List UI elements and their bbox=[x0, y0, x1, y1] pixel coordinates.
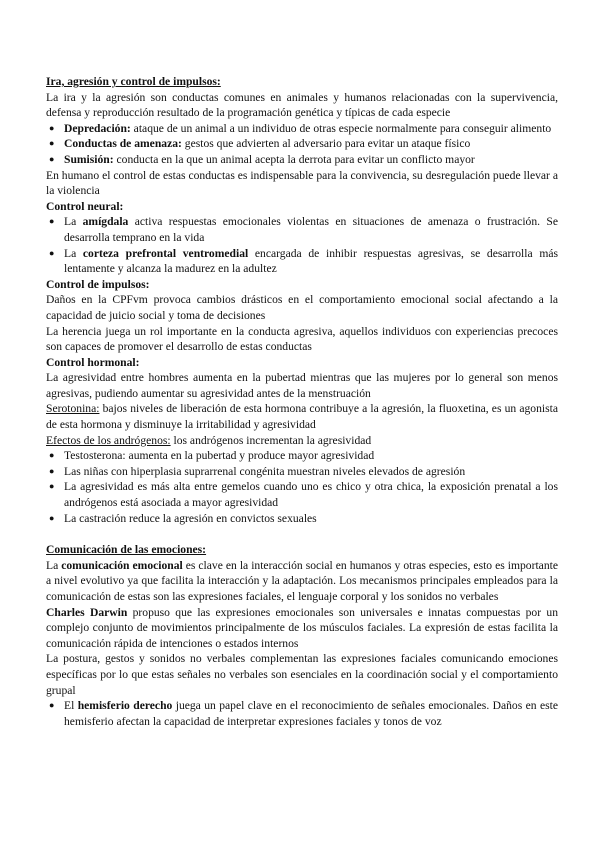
item-prefix: La bbox=[64, 246, 83, 260]
document-content bbox=[46, 74, 558, 729]
bullet-icon: ● bbox=[49, 138, 55, 149]
term: hemisferio derecho bbox=[77, 699, 173, 713]
section-title-comunicacion: Comunicación de las emociones: bbox=[46, 543, 207, 557]
item-text: ataque de un animal a un individuo de otras especie normalmente para conseguir alimento bbox=[130, 121, 552, 135]
list-item bbox=[46, 698, 558, 729]
bullet-icon: ● bbox=[49, 216, 55, 227]
androgenos-text: los andrógenos incrementan la agresividad bbox=[170, 433, 372, 447]
list-item bbox=[46, 152, 558, 168]
paragraph-control: En humano el control de estas conductas es indispensable para la convivencia, su desregulación puede llevar a la violencia bbox=[46, 168, 558, 198]
item-text: Testosterona: aumenta en la pubertad y produce mayor agresividad bbox=[64, 449, 375, 463]
list-androgenos bbox=[46, 448, 558, 526]
paragraph-text: es clave en la interacción social en humanos y otras especies, esto es importante a nivel evolutivo ya que facilita la interacción y la adaptación. Los mecanismos principales empleados para la comunicación de estas son las expresiones faciales, el lenguaje corporal y los sonidos no verbales bbox=[46, 558, 558, 603]
item-text: La castración reduce la agresión en convictos sexuales bbox=[64, 511, 317, 525]
bullet-icon: ● bbox=[49, 122, 55, 133]
bullet-icon: ● bbox=[49, 512, 55, 523]
paragraph-androgenos bbox=[46, 433, 558, 449]
item-prefix: La bbox=[64, 215, 83, 229]
paragraph-serotonina bbox=[46, 401, 558, 432]
section-title-ira: Ira, agresión y control de impulsos: bbox=[46, 75, 221, 88]
serotonina-label: Serotonina: bbox=[46, 402, 100, 416]
list-item bbox=[46, 464, 558, 480]
paragraph-hormonal: La agresividad entre hombres aumenta en la pubertad mientras que las mujeres por lo general son menos agresivas, pudiendo aumentar su agresividad antes de la menstruación bbox=[46, 371, 558, 400]
paragraph-cpfvm: Daños en la CPFvm provoca cambios drásticos en el comportamiento emocional social afectando a la capacidad de juicio social y toma de decisiones bbox=[46, 293, 558, 322]
item-text: juega un papel clave en el reconocimiento de señales emocionales. Daños en este hemisferio afectan la capacidad de interpretar expresiones faciales y tonos de voz bbox=[64, 699, 558, 728]
list-item bbox=[46, 136, 558, 152]
list-item bbox=[46, 121, 558, 137]
paragraph-herencia: La herencia juega un rol importante en la conducta agresiva, aquellos individuos con experiencias precoces son capaces de promover el desarrollo de estas conductas bbox=[46, 324, 558, 354]
subtitle-control-hormonal: Control hormonal: bbox=[46, 355, 140, 369]
item-text: gestos que advierten al adversario para evitar un ataque físico bbox=[181, 137, 471, 151]
subtitle-control-neural: Control neural: bbox=[46, 199, 124, 213]
list-item bbox=[46, 214, 558, 245]
list-item bbox=[46, 448, 558, 464]
item-text: conducta en la que un animal acepta la derrota para evitar un conflicto mayor bbox=[113, 152, 475, 166]
section-gap bbox=[46, 526, 558, 542]
list-item bbox=[46, 246, 558, 277]
paragraph-intro: La ira y la agresión son conductas comunes en animales y humanos relacionadas con la supervivencia, defensa y reproducción resultado de la programación genética y típicas de cada especie bbox=[46, 90, 558, 120]
bullet-icon: ● bbox=[49, 247, 55, 258]
term: Conductas de amenaza: bbox=[64, 137, 182, 151]
list-item bbox=[46, 479, 558, 510]
item-text: La agresividad es más alta entre gemelos cuando uno es chico y otra chica, la exposición prenatal a los andrógenos está asociada a mayor agresividad bbox=[64, 480, 558, 510]
list-behaviors bbox=[46, 121, 558, 168]
bullet-icon: ● bbox=[49, 450, 55, 461]
term: Sumisión: bbox=[64, 152, 114, 166]
item-text: encargada de inhibir respuestas agresivas, se desarrolla más lentamente y alcanza la madurez en la adultez bbox=[64, 246, 558, 276]
bullet-icon: ● bbox=[49, 700, 55, 711]
term: corteza prefrontal ventromedial bbox=[82, 246, 249, 260]
term: Depredación: bbox=[64, 121, 131, 135]
term: amígdala bbox=[82, 215, 129, 229]
androgenos-label: Efectos de los andrógenos: bbox=[46, 433, 171, 447]
paragraph-darwin bbox=[46, 605, 558, 652]
list-neural bbox=[46, 214, 558, 276]
bullet-icon: ● bbox=[49, 153, 55, 164]
serotonina-text: bajos niveles de liberación de esta hormona contribuye a la agresión, la fluoxetina, es un agonista de esta hormona y disminuye la irritabilidad y agresividad bbox=[46, 402, 558, 432]
paragraph-text: propuso que las expresiones emocionales son universales e innatas compuestas por un complejo conjunto de movimientos principalmente de los músculos faciales. La expresión de estas facilita la comunicación rápida de intenciones o estados internos bbox=[46, 605, 558, 650]
term: Charles Darwin bbox=[46, 605, 128, 619]
bullet-icon: ● bbox=[49, 465, 55, 476]
paragraph-comunicacion bbox=[46, 558, 558, 605]
term: comunicación emocional bbox=[61, 558, 183, 572]
bullet-icon: ● bbox=[49, 481, 55, 492]
item-text: Las niñas con hiperplasia suprarrenal congénita muestran niveles elevados de agresión bbox=[64, 464, 466, 478]
paragraph-postura: La postura, gestos y sonidos no verbales complementan las expresiones faciales comunicando emociones específicas por lo que estas señales no verbales son esenciales en la coordinación social y el comportamiento grupal bbox=[46, 652, 558, 697]
subtitle-control-impulsos: Control de impulsos: bbox=[46, 277, 150, 291]
item-text: activa respuestas emocionales violentas en situaciones de amenaza o frustración. Se desarrolla temprano en la vida bbox=[64, 215, 558, 244]
list-hemisferio bbox=[46, 698, 558, 729]
item-prefix: El bbox=[64, 699, 78, 713]
list-item bbox=[46, 511, 558, 527]
text-prefix: La bbox=[46, 558, 62, 572]
